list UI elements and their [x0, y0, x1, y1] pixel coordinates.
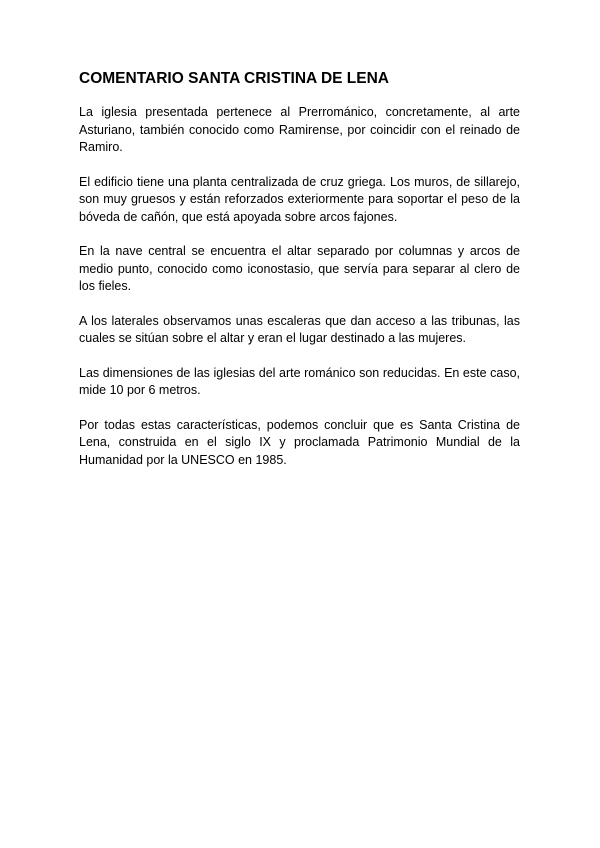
paragraph-floor-plan: El edificio tiene una planta centralizada de cruz griega. Los muros, de sillarejo, son muy gruesos y están reforzados exteriormente para soportar el peso de la bóveda de cañón, que está apoyada sobre arcos fajones.	[79, 174, 520, 224]
paragraph-laterals: A los laterales observamos unas escaleras que dan acceso a las tribunas, las cuales se sitúan sobre el altar y eran el lugar destinado a las mujeres.	[79, 313, 520, 345]
paragraph-conclusion: Por todas estas características, podemos concluir que es Santa Cristina de Lena, construida en el siglo IX y proclamada Patrimonio Mundial de la Humanidad por la UNESCO en 1985.	[79, 417, 520, 467]
document-page	[79, 69, 520, 486]
paragraph-dimensions: Las dimensiones de las iglesias del arte románico son reducidas. En este caso, mide 10 por 6 metros.	[79, 365, 520, 397]
paragraph-introduction: La iglesia presentada pertenece al Prerrománico, concretamente, al arte Asturiano, también conocido como Ramirense, por coincidir con el reinado de Ramiro.	[79, 105, 520, 154]
document-title: COMENTARIO SANTA CRISTINA DE LENA	[79, 70, 389, 87]
paragraph-central-nave: En la nave central se encuentra el altar separado por columnas y arcos de medio punto, conocido como iconostasio, que servía para separar al clero de los fieles.	[79, 244, 520, 293]
